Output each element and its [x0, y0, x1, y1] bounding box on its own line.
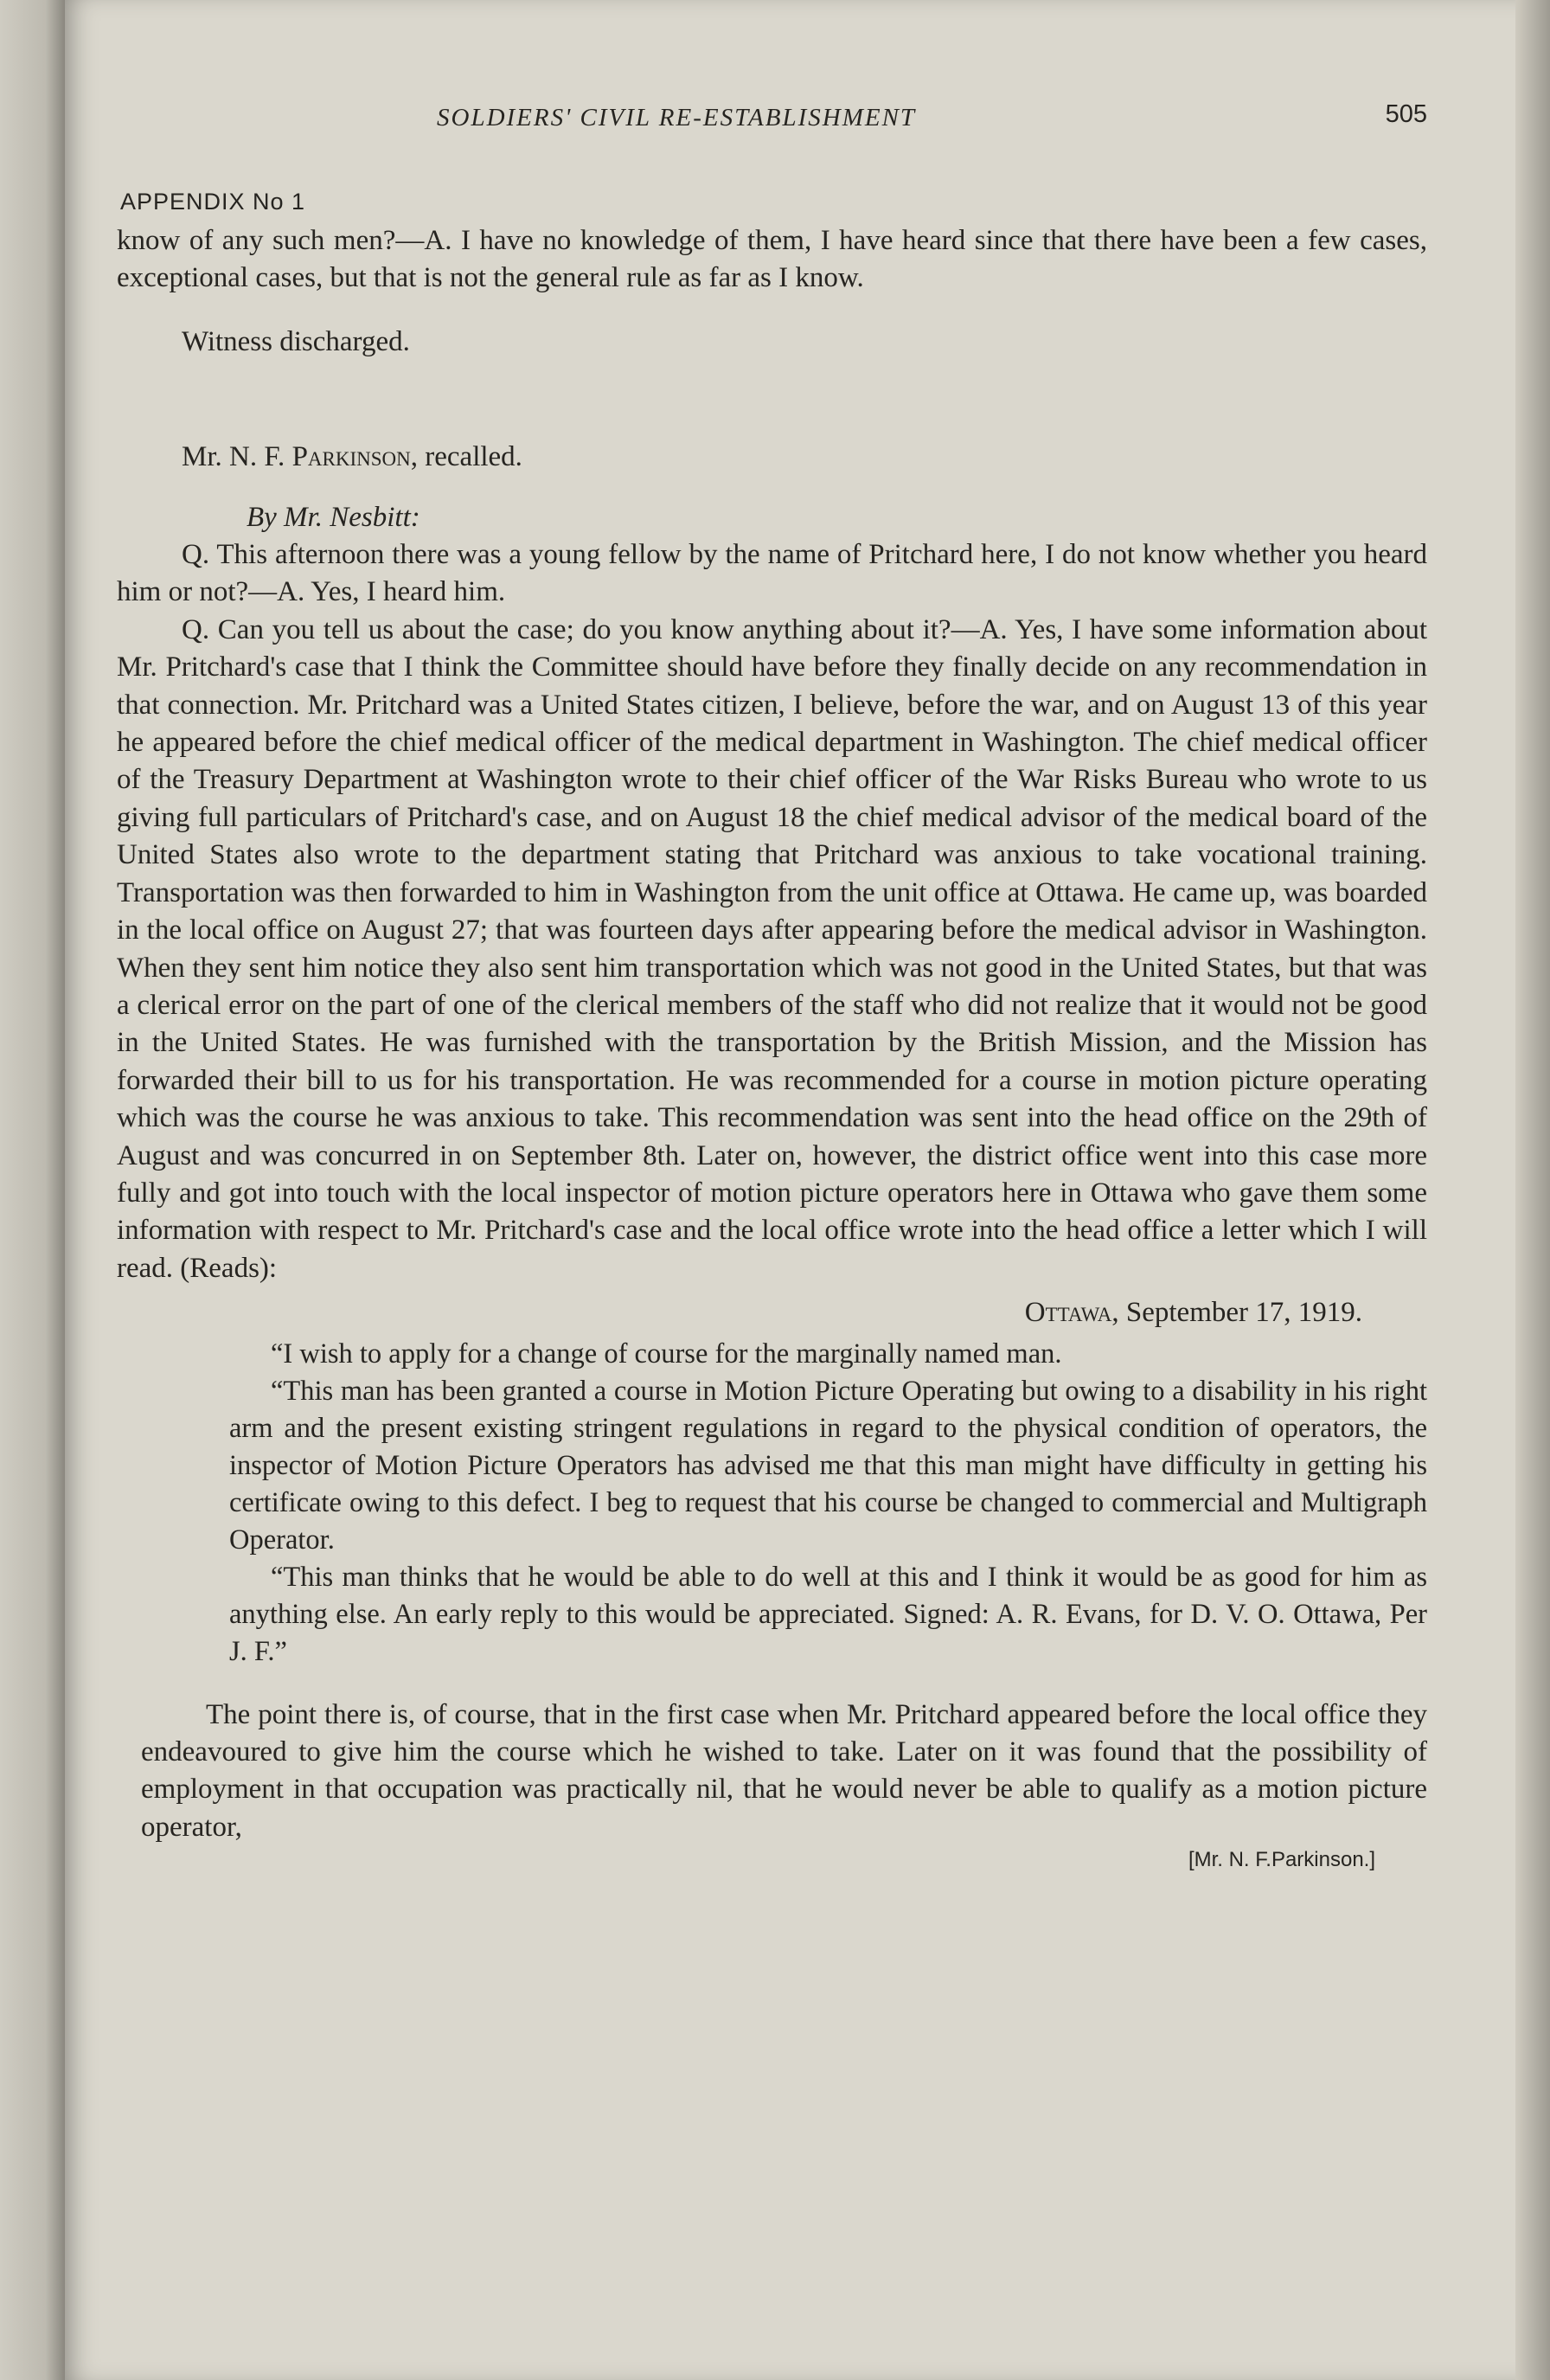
- question-answer: Q. Can you tell us about the case; do you know anything about it?—A. Yes, I have some information about Mr. Pritchard's case that I think the Committee should have before they finally decide on any recommendation in that connection. Mr. Pritchard was a United States citizen, I believe, before the war, and on August 13 of this year he appeared before the chief medical officer of the medical department in Washington. The chief medical officer of the Treasury Department at Washington wrote to their chief officer of the War Risks Bureau who wrote to us giving full particulars of Pritchard's case, and on August 18 the chief medical advisor of the medical board of the United States also wrote to the department stating that Pritchard was anxious to take vocational training. Transportation was then forwarded to him in Washington from the unit office at Ottawa. He came up, was boarded in the local office on August 27; that was fourteen days after appearing before the medical advisor in Washington. When they sent him notice they also sent him transportation which was not good in the United States, but that was a clerical error on the part of one of the clerical members of the staff who did not realize that it would not be good in the United States. He was furnished with the transportation by the British Mission, and the Mission has forwarded their bill to us for his transportation. He was recommended for a course in motion picture operating which was the course he was anxious to take. This recommendation was sent into the head office on the 29th of August and was concurred in on September 8th. Later on, however, the district office went into this case more fully and got into touch with the local inspector of motion picture operators here in Ottawa who gave them some information with respect to Mr. Pritchard's case and the local office wrote into the head office a letter which I will read. (Reads):: [117, 613, 1427, 1284]
- previous-page-strip: [0, 0, 65, 2380]
- witness-discharged: Witness discharged.: [182, 325, 410, 357]
- dateline-date: , September 17, 1919.: [1111, 1297, 1362, 1329]
- document-body: [117, 95, 1427, 1872]
- letter-paragraph: “This man thinks that he would be able to do well at this and I think it would be as good for him as anything else. An early reply to this would be appreciated. Signed: A. R. Evans, for D. V. O. Ottawa, Per J. F.”: [229, 1561, 1427, 1667]
- page-edge: [1515, 0, 1550, 2380]
- page-number: 505: [1385, 100, 1427, 128]
- page-header: [117, 95, 1427, 147]
- paragraph: know of any such men?—A. I have no knowledge of them, I have heard since that there have been a few cases, exceptional cases, but that is not the general rule as far as I know.: [117, 225, 1427, 294]
- witness-prefix: Mr. N. F.: [182, 441, 292, 473]
- letter-paragraph: “This man has been granted a course in Motion Picture Operating but owing to a disability in his right arm and the present existing stringent regulations in regard to the physical condition of operators, the inspector of Motion Picture Operators has advised me that this man might have difficulty in getting his certificate owing to this defect. I beg to request that his course be changed to commercial and Multigraph Operator.: [229, 1375, 1427, 1556]
- witness-name: Parkinson: [291, 441, 411, 473]
- closing-paragraph: The point there is, of course, that in the first case when Mr. Pritchard appeared before the local office they endeavoured to give him the course which he wished to take. Later on it was found that the possibility of employment in that occupation was practically nil, that he would never be able to qualify as a motion picture operator,: [141, 1698, 1427, 1843]
- letter-dateline: [117, 1294, 1427, 1331]
- question-answer: Q. This afternoon there was a young fellow by the name of Pritchard here, I do not know whether you heard him or not?—A. Yes, I heard him.: [117, 539, 1427, 608]
- quoted-letter: [117, 1336, 1427, 1671]
- appendix-label: APPENDIX No 1: [120, 189, 306, 215]
- dateline-place: Ottawa: [1024, 1297, 1112, 1329]
- witness-recalled: [117, 439, 1427, 476]
- letter-paragraph: “I wish to apply for a change of course for the marginally named man.: [271, 1338, 1062, 1370]
- closing-section: [117, 1697, 1427, 1847]
- speaker-signature: [Mr. N. F.Parkinson.]: [1188, 1848, 1375, 1872]
- running-title: SOLDIERS' CIVIL RE-ESTABLISHMENT: [437, 104, 917, 132]
- witness-suffix: , recalled.: [410, 441, 522, 473]
- examiner-byline: By Mr. Nesbitt:: [247, 501, 420, 533]
